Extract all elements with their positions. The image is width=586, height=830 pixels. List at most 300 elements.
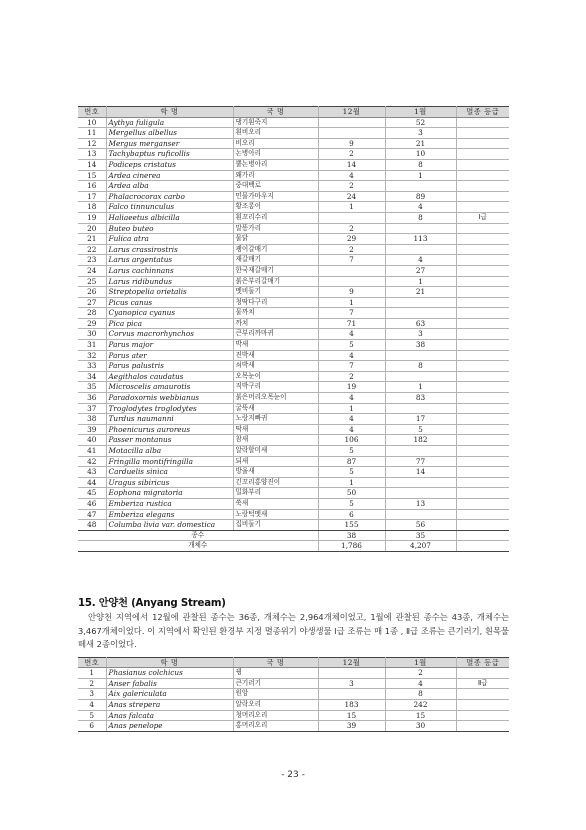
- cell-january: 10: [385, 149, 456, 160]
- cell-no: 31: [78, 340, 106, 351]
- cell-january: [385, 403, 456, 414]
- table-row: [78, 191, 509, 202]
- cell-january: 38: [385, 340, 456, 351]
- cell-january: [385, 488, 456, 499]
- table-row: [78, 223, 509, 234]
- cell-no: 16: [78, 181, 106, 192]
- cell-grade: [456, 138, 509, 149]
- table-row: [78, 382, 509, 393]
- totals-grade-empty: [456, 541, 509, 552]
- cell-no: 40: [78, 435, 106, 446]
- cell-scientific-name: Falco tinnunculus: [106, 202, 233, 213]
- table-row: [78, 149, 509, 160]
- table-body: [78, 117, 509, 530]
- cell-december: 5: [318, 467, 385, 478]
- table-row: [78, 255, 509, 266]
- cell-korean-name: 홍머리오리: [233, 721, 318, 732]
- cell-korean-name: 멧비둘기: [233, 287, 318, 298]
- cell-scientific-name: Fringilla montifringilla: [106, 456, 233, 467]
- cell-december: 14: [318, 159, 385, 170]
- page-number: - 23 -: [281, 770, 305, 780]
- cell-grade: [456, 414, 509, 425]
- cell-january: 15: [385, 710, 456, 721]
- cell-no: 32: [78, 350, 106, 361]
- cell-korean-name: 재갈매기: [233, 255, 318, 266]
- cell-korean-name: 큰기러기: [233, 678, 318, 689]
- cell-january: [385, 446, 456, 457]
- cell-december: 2: [318, 244, 385, 255]
- cell-scientific-name: Anas falcata: [106, 710, 233, 721]
- cell-korean-name: 긴꼬리홍양진이: [233, 477, 318, 488]
- cell-january: 27: [385, 265, 456, 276]
- totals-row: [78, 541, 509, 552]
- cell-grade: [456, 668, 509, 679]
- cell-korean-name: 박새: [233, 340, 318, 351]
- cell-korean-name: 한국재갈매기: [233, 265, 318, 276]
- cell-no: 39: [78, 424, 106, 435]
- cell-scientific-name: Parus palustris: [106, 361, 233, 372]
- cell-korean-name: 물닭: [233, 234, 318, 245]
- table-row: [78, 477, 509, 488]
- cell-scientific-name: Anas strepera: [106, 699, 233, 710]
- cell-december: 4: [318, 329, 385, 340]
- table-row: [78, 212, 509, 223]
- cell-no: 43: [78, 467, 106, 478]
- totals-january: 4,207: [385, 541, 456, 552]
- cell-december: 1: [318, 403, 385, 414]
- cell-december: [318, 689, 385, 700]
- cell-korean-name: 딱새: [233, 424, 318, 435]
- cell-december: 4: [318, 393, 385, 404]
- cell-grade: Ⅱ급: [456, 678, 509, 689]
- header-scientific-name: 학 명: [106, 658, 233, 668]
- table-row: [78, 435, 509, 446]
- header-korean-name: 국 명: [233, 658, 318, 668]
- cell-korean-name: 황조롱이: [233, 202, 318, 213]
- cell-january: 1: [385, 276, 456, 287]
- cell-december: [318, 128, 385, 139]
- cell-december: 9: [318, 138, 385, 149]
- cell-grade: [456, 329, 509, 340]
- cell-grade: [456, 403, 509, 414]
- cell-grade: [456, 435, 509, 446]
- cell-grade: [456, 361, 509, 372]
- table-row: [78, 234, 509, 245]
- cell-december: [318, 668, 385, 679]
- cell-korean-name: 흰비오리: [233, 128, 318, 139]
- table-row: [78, 414, 509, 425]
- cell-december: [318, 117, 385, 128]
- cell-korean-name: 방울새: [233, 467, 318, 478]
- cell-december: 1: [318, 477, 385, 488]
- cell-january: 113: [385, 234, 456, 245]
- cell-korean-name: 집비둘기: [233, 520, 318, 531]
- cell-korean-name: 괭이갈매기: [233, 244, 318, 255]
- cell-no: 37: [78, 403, 106, 414]
- cell-december: 87: [318, 456, 385, 467]
- cell-december: 9: [318, 287, 385, 298]
- cell-scientific-name: Mergus merganser: [106, 138, 233, 149]
- cell-scientific-name: Microscelis amaurotis: [106, 382, 233, 393]
- table-header-row: [78, 658, 509, 668]
- cell-january: [385, 308, 456, 319]
- table-row: [78, 308, 509, 319]
- cell-grade: [456, 382, 509, 393]
- cell-january: 3: [385, 329, 456, 340]
- cell-no: 10: [78, 117, 106, 128]
- cell-korean-name: 오목눈이: [233, 371, 318, 382]
- cell-no: 19: [78, 212, 106, 223]
- table-row: [78, 297, 509, 308]
- cell-no: 46: [78, 498, 106, 509]
- cell-no: 1: [78, 668, 106, 679]
- cell-january: 8: [385, 361, 456, 372]
- cell-korean-name: 청딱다구리: [233, 297, 318, 308]
- cell-january: 182: [385, 435, 456, 446]
- totals-january: 35: [385, 530, 456, 541]
- cell-january: [385, 297, 456, 308]
- cell-january: 4: [385, 202, 456, 213]
- cell-grade: [456, 159, 509, 170]
- cell-december: 106: [318, 435, 385, 446]
- table-row: [78, 287, 509, 298]
- cell-no: 3: [78, 689, 106, 700]
- cell-no: 29: [78, 318, 106, 329]
- section-title: 15. 안양천 (Anyang Stream): [78, 598, 226, 609]
- cell-korean-name: 물까치: [233, 308, 318, 319]
- table-row: [78, 159, 509, 170]
- cell-grade: [456, 297, 509, 308]
- cell-korean-name: 흰꼬리수리: [233, 212, 318, 223]
- cell-no: 36: [78, 393, 106, 404]
- cell-january: 8: [385, 212, 456, 223]
- cell-scientific-name: Parus major: [106, 340, 233, 351]
- cell-scientific-name: Larus cachinnans: [106, 265, 233, 276]
- table-totals: [78, 530, 509, 551]
- cell-december: 19: [318, 382, 385, 393]
- cell-no: 15: [78, 170, 106, 181]
- cell-december: [318, 212, 385, 223]
- cell-grade: [456, 255, 509, 266]
- cell-scientific-name: Cyanopica cyanus: [106, 308, 233, 319]
- cell-scientific-name: Larus crassirostris: [106, 244, 233, 255]
- cell-december: 15: [318, 710, 385, 721]
- cell-no: 12: [78, 138, 106, 149]
- table-row: [78, 488, 509, 499]
- table-row: [78, 393, 509, 404]
- cell-no: 5: [78, 710, 106, 721]
- cell-grade: [456, 467, 509, 478]
- cell-january: 63: [385, 318, 456, 329]
- cell-grade: [456, 477, 509, 488]
- cell-january: 17: [385, 414, 456, 425]
- cell-no: 6: [78, 721, 106, 732]
- cell-no: 13: [78, 149, 106, 160]
- table-row: [78, 710, 509, 721]
- cell-scientific-name: Streptopelia orietalis: [106, 287, 233, 298]
- table-row: [78, 403, 509, 414]
- table-row: [78, 424, 509, 435]
- cell-korean-name: 비오리: [233, 138, 318, 149]
- cell-korean-name: 민물가마우지: [233, 191, 318, 202]
- header-january: 1월: [385, 107, 456, 118]
- table-row: [78, 721, 509, 732]
- cell-korean-name: 알락오리: [233, 699, 318, 710]
- cell-korean-name: 뿔논병아리: [233, 159, 318, 170]
- cell-january: 8: [385, 689, 456, 700]
- cell-december: 183: [318, 699, 385, 710]
- cell-january: [385, 244, 456, 255]
- cell-scientific-name: Emberiza rustica: [106, 498, 233, 509]
- table-row: [78, 117, 509, 128]
- cell-scientific-name: Anser fabalis: [106, 678, 233, 689]
- cell-scientific-name: Aix galericulata: [106, 689, 233, 700]
- cell-january: 13: [385, 498, 456, 509]
- cell-grade: [456, 128, 509, 139]
- cell-grade: [456, 191, 509, 202]
- header-january: 1월: [385, 658, 456, 668]
- cell-grade: [456, 350, 509, 361]
- cell-december: 39: [318, 721, 385, 732]
- cell-no: 38: [78, 414, 106, 425]
- cell-korean-name: 쑥새: [233, 498, 318, 509]
- cell-grade: [456, 202, 509, 213]
- table-row: [78, 329, 509, 340]
- cell-december: [318, 276, 385, 287]
- cell-december: 24: [318, 191, 385, 202]
- cell-january: 77: [385, 456, 456, 467]
- cell-no: 41: [78, 446, 106, 457]
- cell-grade: [456, 721, 509, 732]
- cell-december: 71: [318, 318, 385, 329]
- cell-no: 23: [78, 255, 106, 266]
- cell-december: [318, 265, 385, 276]
- cell-grade: [456, 318, 509, 329]
- cell-scientific-name: Columba livia var. domestica: [106, 520, 233, 531]
- cell-korean-name: 붉은머리오목눈이: [233, 393, 318, 404]
- cell-grade: [456, 117, 509, 128]
- cell-korean-name: 굴뚝새: [233, 403, 318, 414]
- table-row: [78, 699, 509, 710]
- cell-korean-name: 알락할미새: [233, 446, 318, 457]
- cell-no: 48: [78, 520, 106, 531]
- cell-grade: [456, 265, 509, 276]
- cell-no: 2: [78, 678, 106, 689]
- cell-january: 8: [385, 159, 456, 170]
- table-row: [78, 350, 509, 361]
- table-row: [78, 340, 509, 351]
- cell-no: 27: [78, 297, 106, 308]
- totals-december: 1,786: [318, 541, 385, 552]
- cell-scientific-name: Tachybaptus ruficollis: [106, 149, 233, 160]
- cell-january: 242: [385, 699, 456, 710]
- cell-january: [385, 477, 456, 488]
- cell-january: [385, 509, 456, 520]
- cell-korean-name: 직박구리: [233, 382, 318, 393]
- cell-grade: [456, 509, 509, 520]
- cell-grade: [456, 498, 509, 509]
- cell-no: 33: [78, 361, 106, 372]
- cell-scientific-name: Paradoxornis webbianus: [106, 393, 233, 404]
- cell-scientific-name: Phalacrocorax carbo: [106, 191, 233, 202]
- cell-grade: [456, 308, 509, 319]
- cell-december: 1: [318, 202, 385, 213]
- cell-december: 4: [318, 424, 385, 435]
- cell-korean-name: 노랑턱멧새: [233, 509, 318, 520]
- table-row: [78, 668, 509, 679]
- cell-scientific-name: Emberiza elegans: [106, 509, 233, 520]
- cell-no: 22: [78, 244, 106, 255]
- cell-scientific-name: Motacilla alba: [106, 446, 233, 457]
- cell-grade: [456, 699, 509, 710]
- header-december: 12월: [318, 107, 385, 118]
- cell-january: [385, 350, 456, 361]
- cell-scientific-name: Aythya fuligula: [106, 117, 233, 128]
- cell-january: 4: [385, 678, 456, 689]
- cell-korean-name: 청머리오리: [233, 710, 318, 721]
- cell-grade: [456, 371, 509, 382]
- cell-grade: [456, 287, 509, 298]
- table-row: [78, 446, 509, 457]
- cell-scientific-name: Mergellus albellus: [106, 128, 233, 139]
- cell-january: 5: [385, 424, 456, 435]
- header-no: 번호: [78, 658, 106, 668]
- cell-december: 29: [318, 234, 385, 245]
- cell-no: 14: [78, 159, 106, 170]
- cell-scientific-name: Phoenicurus auroreus: [106, 424, 233, 435]
- cell-december: 50: [318, 488, 385, 499]
- cell-january: 14: [385, 467, 456, 478]
- cell-scientific-name: Corvus macrorhynchos: [106, 329, 233, 340]
- cell-no: 35: [78, 382, 106, 393]
- cell-december: 7: [318, 308, 385, 319]
- cell-december: 2: [318, 371, 385, 382]
- cell-january: 89: [385, 191, 456, 202]
- cell-scientific-name: Phasianus colchicus: [106, 668, 233, 679]
- cell-scientific-name: Uragus sibiricus: [106, 477, 233, 488]
- cell-grade: [456, 520, 509, 531]
- cell-korean-name: 쇠박새: [233, 361, 318, 372]
- cell-december: 7: [318, 255, 385, 266]
- cell-january: 21: [385, 287, 456, 298]
- table-row: [78, 181, 509, 192]
- totals-december: 38: [318, 530, 385, 541]
- table-row: [78, 128, 509, 139]
- table-row: [78, 509, 509, 520]
- cell-december: 4: [318, 350, 385, 361]
- cell-january: 3: [385, 128, 456, 139]
- cell-scientific-name: Buteo buteo: [106, 223, 233, 234]
- cell-december: 5: [318, 498, 385, 509]
- table-row: [78, 456, 509, 467]
- cell-no: 45: [78, 488, 106, 499]
- cell-no: 34: [78, 371, 106, 382]
- table-row: [78, 202, 509, 213]
- cell-december: 5: [318, 340, 385, 351]
- cell-december: 1: [318, 297, 385, 308]
- cell-grade: [456, 488, 509, 499]
- species-table-continued: [78, 106, 509, 552]
- cell-scientific-name: Anas penelope: [106, 721, 233, 732]
- cell-scientific-name: Haliaeetus albicilla: [106, 212, 233, 223]
- cell-january: 56: [385, 520, 456, 531]
- cell-december: 2: [318, 181, 385, 192]
- cell-scientific-name: Carduelis sinica: [106, 467, 233, 478]
- cell-korean-name: 왜가리: [233, 170, 318, 181]
- cell-december: 4: [318, 414, 385, 425]
- header-grade: 멸종 등급: [456, 658, 509, 668]
- cell-korean-name: 되새: [233, 456, 318, 467]
- cell-korean-name: 논병아리: [233, 149, 318, 160]
- cell-scientific-name: Passer montanus: [106, 435, 233, 446]
- cell-korean-name: 까치: [233, 318, 318, 329]
- cell-scientific-name: Parus ater: [106, 350, 233, 361]
- cell-korean-name: 원앙: [233, 689, 318, 700]
- cell-korean-name: 말똥가리: [233, 223, 318, 234]
- cell-january: 1: [385, 170, 456, 181]
- table-row: [78, 689, 509, 700]
- table-row: [78, 276, 509, 287]
- table-row: [78, 520, 509, 531]
- header-no: 번호: [78, 107, 106, 118]
- totals-grade-empty: [456, 530, 509, 541]
- cell-grade: [456, 170, 509, 181]
- cell-scientific-name: Podiceps cristatus: [106, 159, 233, 170]
- table-row: [78, 318, 509, 329]
- cell-scientific-name: Larus argentatus: [106, 255, 233, 266]
- cell-korean-name: 진박새: [233, 350, 318, 361]
- table-row: [78, 170, 509, 181]
- cell-korean-name: 노랑지빠귀: [233, 414, 318, 425]
- table-row: [78, 265, 509, 276]
- cell-december: 2: [318, 223, 385, 234]
- header-scientific-name: 학 명: [106, 107, 233, 118]
- table-row: [78, 498, 509, 509]
- cell-january: 2: [385, 668, 456, 679]
- table-row: [78, 678, 509, 689]
- cell-no: 18: [78, 202, 106, 213]
- cell-grade: [456, 223, 509, 234]
- cell-december: 5: [318, 446, 385, 457]
- cell-december: 155: [318, 520, 385, 531]
- table-row: [78, 371, 509, 382]
- cell-scientific-name: Picus canus: [106, 297, 233, 308]
- section-paragraph: 안양천 지역에서 12월에 관찰된 종수는 36종, 개체수는 2,964개체이었고, 1월에 관찰된 종수는 43종, 개체수는 3,467개체이었다. 이 지역에서 확인된 환경부 지정 멸종위기 야생생물 Ⅰ급 조류는 매 1종 , Ⅱ급 조류는 큰기러기, 흰목물떼새 2종이었다.: [78, 612, 509, 649]
- cell-december: 4: [318, 170, 385, 181]
- cell-scientific-name: Turdus naumanni: [106, 414, 233, 425]
- cell-grade: [456, 689, 509, 700]
- cell-grade: [456, 149, 509, 160]
- cell-korean-name: 붉은부리갈매기: [233, 276, 318, 287]
- cell-korean-name: 댕기흰죽지: [233, 117, 318, 128]
- header-korean-name: 국 명: [233, 107, 318, 118]
- cell-grade: [456, 456, 509, 467]
- cell-no: 24: [78, 265, 106, 276]
- cell-korean-name: 밀화부리: [233, 488, 318, 499]
- cell-grade: [456, 244, 509, 255]
- cell-no: 25: [78, 276, 106, 287]
- cell-no: 11: [78, 128, 106, 139]
- cell-grade: [456, 424, 509, 435]
- cell-grade: [456, 276, 509, 287]
- cell-korean-name: 참새: [233, 435, 318, 446]
- cell-scientific-name: Ardea alba: [106, 181, 233, 192]
- cell-no: 20: [78, 223, 106, 234]
- cell-december: 7: [318, 361, 385, 372]
- cell-scientific-name: Fulica atra: [106, 234, 233, 245]
- cell-korean-name: 중대백로: [233, 181, 318, 192]
- cell-no: 42: [78, 456, 106, 467]
